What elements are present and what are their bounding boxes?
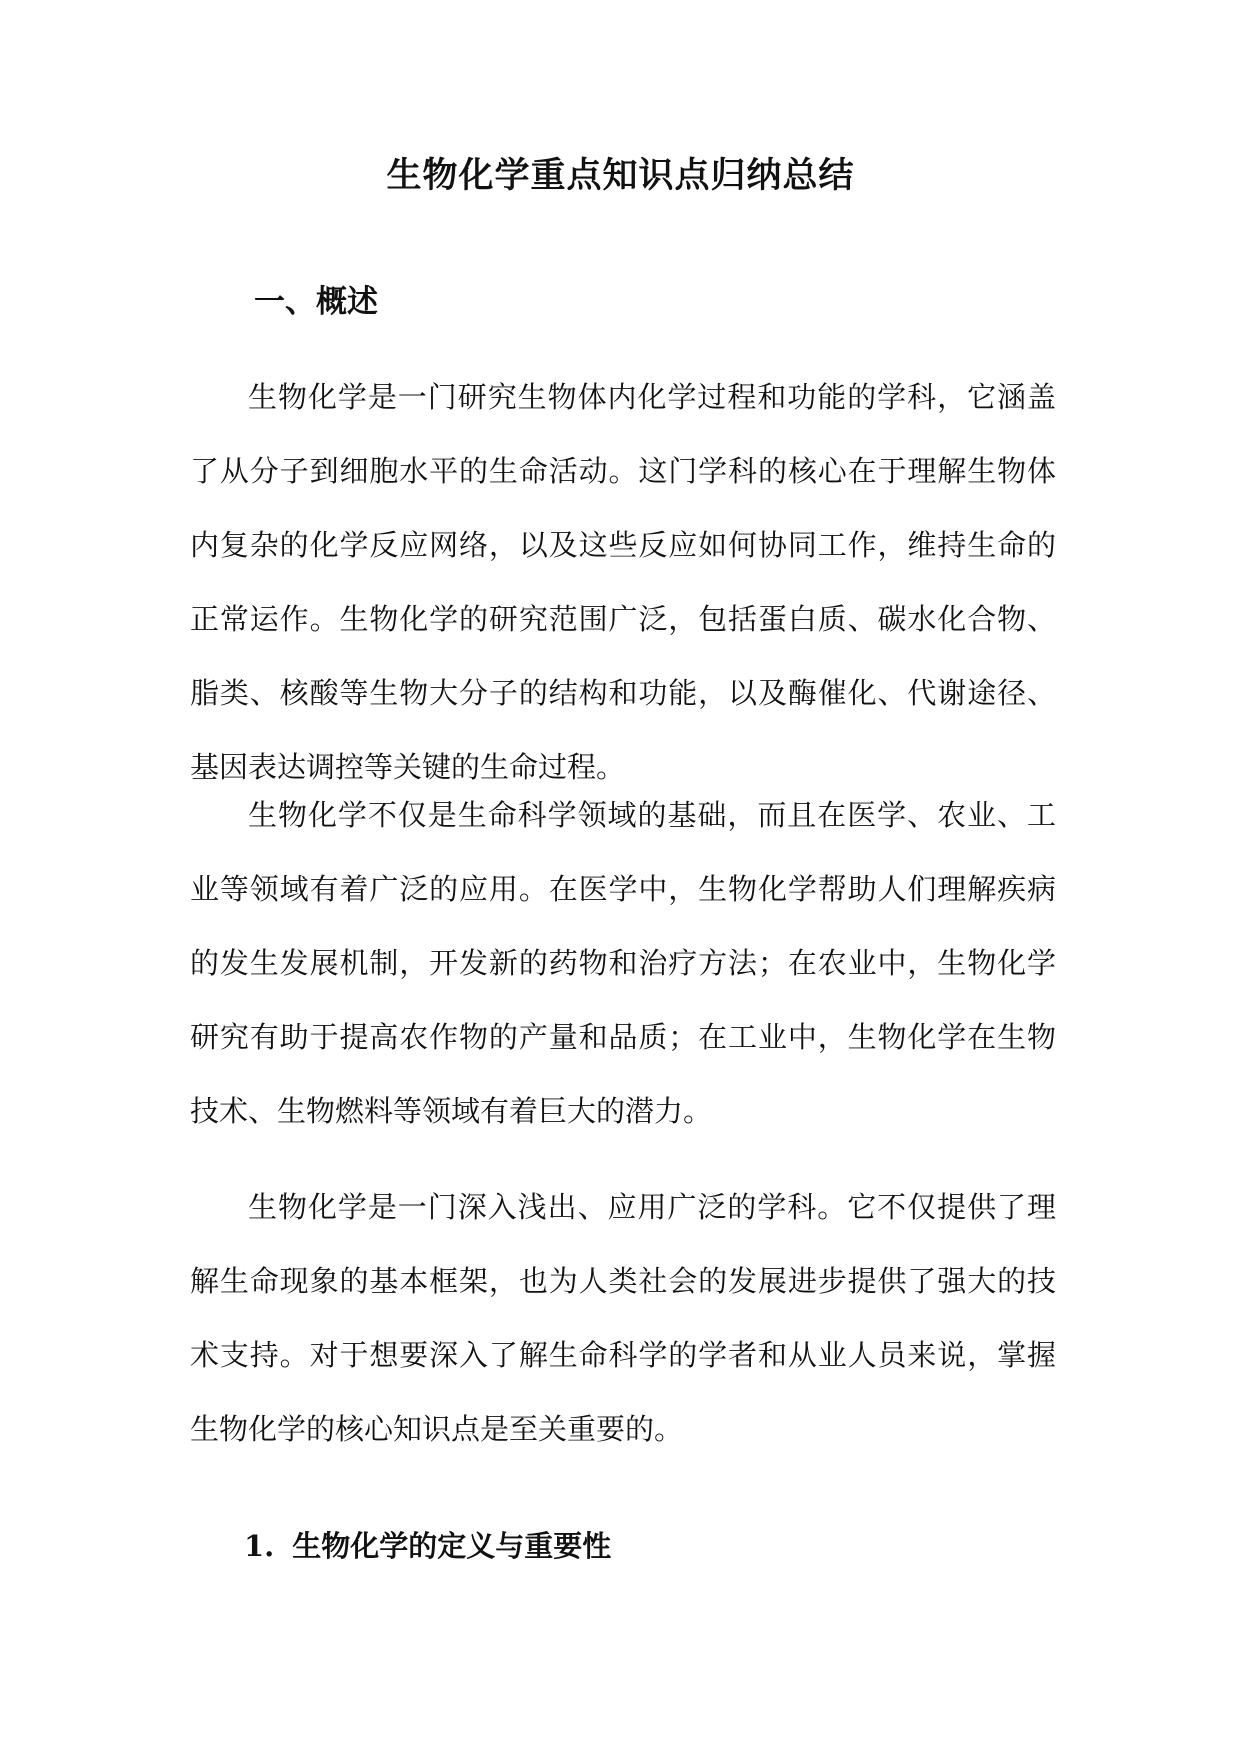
subsection-heading [244,1524,611,1568]
subsection-number: 1. [244,1529,275,1563]
paragraph-3: 生物化学是一门深入浅出、应用广泛的学科。它不仅提供了理解生命现象的基本框架，也为人类社会的发展进步提供了强大的技术支持。对于想要深入了解生命科学的学者和从业人员来说，掌握生物化学的核心知识点是至关重要的。 [190,1190,1056,1446]
paragraph-1: 生物化学是一门研究生物体内化学过程和功能的学科，它涵盖了从分子到细胞水平的生命活动。这门学科的核心在于理解生物体内复杂的化学反应网络，以及这些反应如何协同工作，维持生命的正常运作。生物化学的研究范围广泛，包括蛋白质、碳水化合物、脂类、核酸等生物大分子的结构和功能，以及酶催化、代谢途径、基因表达调控等关键的生命过程。 [190,380,1056,784]
subsection-title: 生物化学的定义与重要性 [292,1529,612,1563]
section-heading-overview: 一、概述 [254,284,378,320]
paragraph-2: 生物化学不仅是生命科学领域的基础，而且在医学、农业、工业等领域有着广泛的应用。在医学中，生物化学帮助人们理解疾病的发生发展机制，开发新的药物和治疗方法；在农业中，生物化学研究有助于提高农作物的产量和品质；在工业中，生物化学在生物技术、生物燃料等领域有着巨大的潜力。 [190,798,1056,1128]
document-title: 生物化学重点知识点归纳总结 [386,155,855,196]
